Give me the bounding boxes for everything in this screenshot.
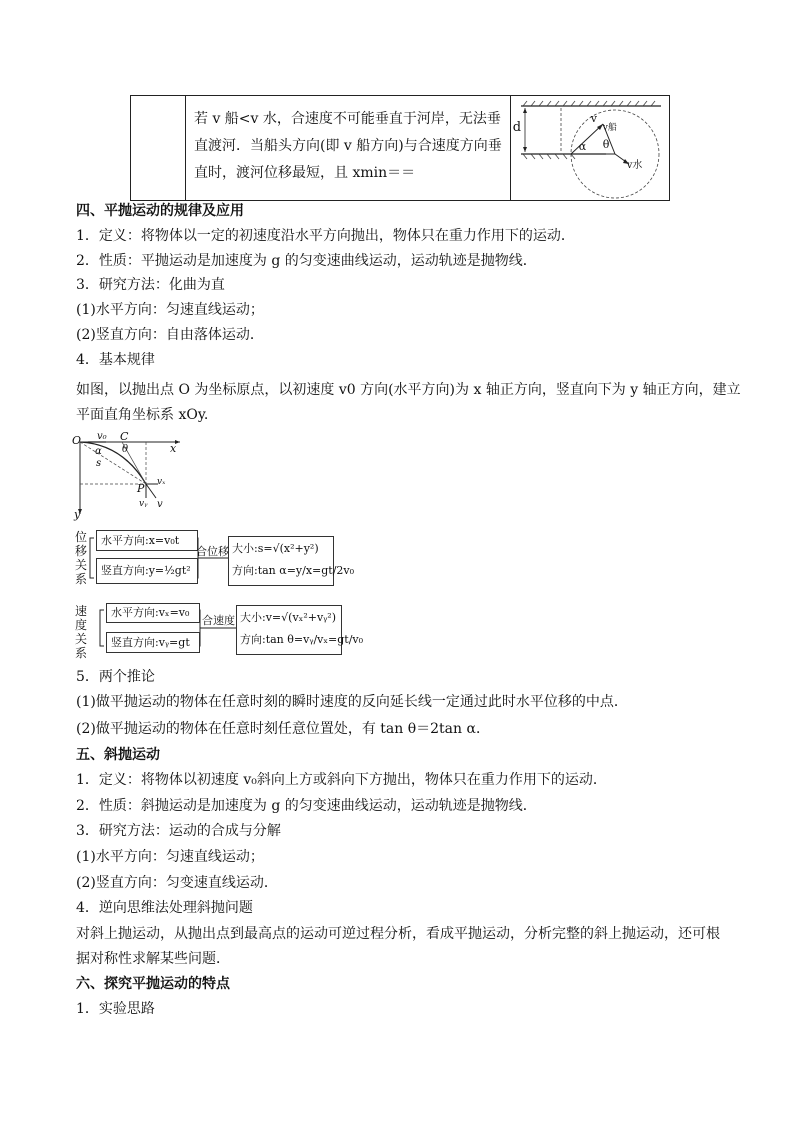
- vel-direction: 方向:tan θ=vᵧ/vₓ=gt/v₀: [240, 633, 364, 646]
- vel-combine-label: 合速度: [202, 614, 235, 627]
- disp-size: 大小:s=√(x²+y²): [232, 542, 319, 555]
- table-diagram-cell: [510, 96, 669, 201]
- section5-p4: (1)水平方向：匀速直线运动；: [76, 849, 264, 865]
- section4-p5: (2)竖直方向：自由落体运动．: [76, 327, 264, 343]
- diagram-theta-label: θ: [602, 138, 610, 151]
- section5-p2: 2．性质：斜抛运动是加速度为 g 的匀变速曲线运动，运动轨迹是抛物线．: [76, 798, 537, 814]
- fig-y: y: [74, 508, 81, 521]
- table-line-2: 直渡河．当船头方向(即 v 船方向)与合速度方向垂: [194, 138, 502, 154]
- fig-x: x: [170, 442, 177, 455]
- disp-vertical: 竖直方向:y=½gt²: [96, 558, 198, 584]
- vel-label-1: 速: [74, 604, 87, 618]
- section4-title: 四、平抛运动的规律及应用: [76, 203, 244, 219]
- section4-p6: 4．基本规律: [76, 352, 155, 368]
- section4b-p2: (1)做平抛运动的物体在任意时刻的瞬时速度的反向延长线一定通过此时水平位移的中点．: [76, 694, 628, 710]
- diagram-d-label: d: [512, 120, 522, 135]
- diagram-alpha-label: α: [578, 140, 587, 153]
- fig-s: s: [96, 458, 102, 469]
- section4b-p3: (2)做平抛运动的物体在任意时刻任意位置处，有 tan θ＝2tan α．: [76, 721, 490, 737]
- section5-p7: 对斜上抛运动，从抛出点到最高点的运动可逆过程分析，看成平抛运动，分析完整的斜上抛运动，还可根: [76, 926, 720, 942]
- disp-label-3: 关: [74, 558, 87, 572]
- section4b-p1: 5．两个推论: [76, 669, 155, 685]
- diagram-vwater-label: v水: [626, 160, 643, 171]
- section5-p5: (2)竖直方向：匀变速直线运动．: [76, 875, 278, 891]
- fig-vy: vᵧ: [139, 499, 148, 509]
- diagram-vboat-label: v船: [602, 123, 617, 133]
- fig-P: P: [137, 482, 145, 495]
- table-line-3: 直时，渡河位移最短，且 xmin＝＝: [194, 165, 416, 181]
- table-empty-cell: [131, 96, 186, 201]
- vel-label-4: 系: [74, 646, 87, 660]
- fig-C: C: [120, 430, 129, 443]
- vel-horizontal: 水平方向:vₓ=v₀: [106, 603, 200, 623]
- vel-label-3: 关: [74, 632, 87, 646]
- river-crossing-diagram: [511, 96, 669, 200]
- section5-p3: 3．研究方法：运动的合成与分解: [76, 823, 281, 839]
- disp-label-4: 系: [74, 572, 87, 586]
- fig-O: O: [72, 434, 82, 447]
- vel-vertical: 竖直方向:vᵧ=gt: [106, 632, 200, 653]
- disp-horizontal: 水平方向:x=v₀t: [96, 530, 198, 551]
- fig-vx: vₓ: [157, 477, 166, 487]
- section5-title: 五、斜抛运动: [76, 747, 160, 763]
- section6-title: 六、探究平抛运动的特点: [76, 976, 230, 992]
- table-line-1: 若 v 船<v 水，合速度不可能垂直于河岸，无法垂: [194, 111, 501, 127]
- fig-theta: θ: [122, 444, 129, 455]
- section5-p8: 据对称性求解某些问题．: [76, 951, 230, 967]
- section4-p8: 平面直角坐标系 xOy.: [76, 407, 209, 423]
- fig-alpha: α: [95, 446, 102, 457]
- disp-direction: 方向:tan α=y/x=gt/2v₀: [232, 564, 355, 577]
- section4-p7: 如图，以抛出点 O 为坐标原点，以初速度 v0 方向(水平方向)为 x 轴正方向，竖直向下为 y 轴正方向，建立: [76, 382, 741, 398]
- section4-p3: 3．研究方法：化曲为直: [76, 277, 225, 293]
- section4-p4: (1)水平方向：匀速直线运动；: [76, 302, 264, 318]
- diagram-v-label: v: [590, 112, 597, 125]
- disp-label-1: 位: [74, 530, 87, 544]
- table-text-cell: [186, 96, 511, 201]
- section4-p1: 1．定义：将物体以一定的初速度沿水平方向抛出，物体只在重力作用下的运动．: [76, 228, 575, 244]
- section6-p1: 1．实验思路: [76, 1001, 155, 1017]
- fig-v: v: [157, 499, 163, 510]
- section5-p1: 1．定义：将物体以初速度 v₀斜向上方或斜向下方抛出，物体只在重力作用下的运动．: [76, 772, 607, 788]
- disp-label-2: 移: [74, 544, 87, 558]
- vel-label-2: 度: [74, 618, 87, 632]
- section4-p2: 2．性质：平抛运动是加速度为 g 的匀变速曲线运动，运动轨迹是抛物线．: [76, 253, 537, 269]
- disp-combine-label: 合位移: [196, 545, 229, 558]
- fig-v0: v₀: [97, 431, 107, 442]
- section5-p6: 4．逆向思维法处理斜抛问题: [76, 900, 253, 916]
- vel-size: 大小:v=√(vₓ²+vᵧ²): [240, 611, 336, 624]
- top-table: [130, 95, 670, 201]
